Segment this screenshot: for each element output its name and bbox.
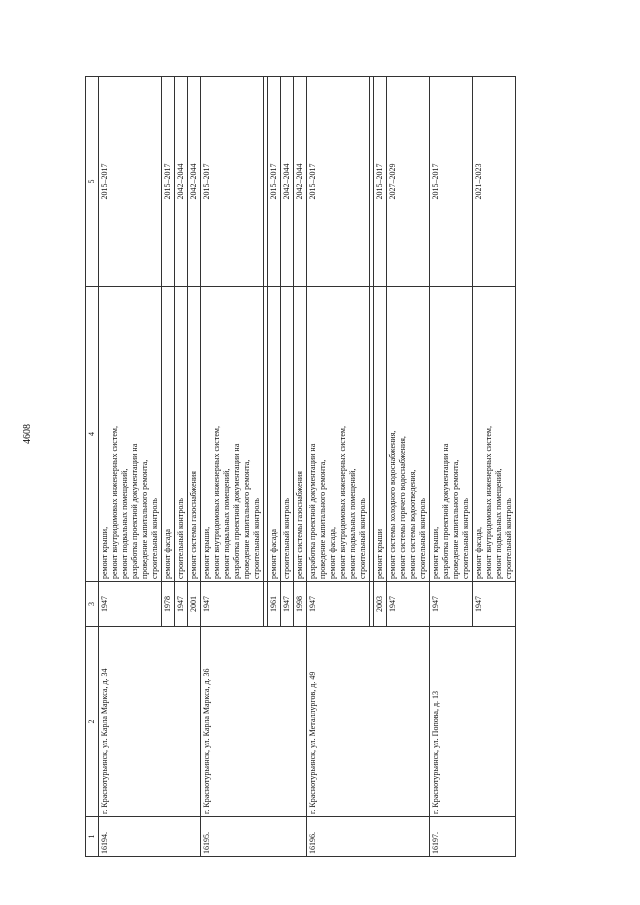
work-item: строительный контроль	[150, 498, 159, 579]
work-item: строительный контроль	[252, 498, 261, 579]
header-col-2: 2	[86, 627, 99, 817]
work-item: ремонт крыши,	[100, 526, 109, 579]
repair-period: 2042–2044	[188, 77, 201, 287]
construction-year: 1978	[162, 582, 175, 627]
repair-schedule-table	[85, 76, 516, 857]
repair-period: 2015–2017	[162, 77, 175, 287]
work-item: ремонт крыши,	[202, 526, 211, 579]
repair-period: 2042–2044	[294, 77, 307, 287]
header-col-4: 4	[86, 287, 99, 582]
work-list	[430, 287, 473, 582]
work-item: строительный контроль	[418, 498, 427, 579]
work-item: ремонт фасада	[163, 529, 172, 579]
repair-period: 2015–2017	[268, 77, 281, 287]
header-col-3: 3	[86, 582, 99, 627]
repair-period: 2042–2044	[281, 77, 294, 287]
page-number: 4608	[22, 424, 33, 444]
work-item: ремонт системы газоснабжения	[189, 471, 198, 579]
work-list	[473, 287, 516, 582]
building-address: г. Краснотурьинск, ул. Карла Маркса, д. 34	[99, 627, 201, 817]
repair-period: 2015–2017	[430, 77, 473, 287]
work-item: ремонт фасада,	[328, 527, 337, 579]
construction-year: 1947	[430, 582, 473, 627]
work-item: ремонт внутридомовых инженерных систем,	[212, 426, 221, 579]
work-list	[387, 287, 430, 582]
work-item: ремонт подвальных помещений,	[494, 468, 503, 579]
construction-year: 1998	[294, 582, 307, 627]
row-number: 16196.	[307, 817, 430, 857]
work-item: ремонт системы горячего водоснабжения,	[398, 436, 407, 579]
work-list	[201, 287, 264, 582]
construction-year: 2003	[374, 582, 387, 627]
construction-year: 1947	[201, 582, 264, 627]
work-item: проведение капитального ремонта,	[318, 459, 327, 579]
work-list	[162, 287, 175, 582]
repair-period: 2042–2044	[175, 77, 188, 287]
construction-year: 1947	[387, 582, 430, 627]
construction-year: 1947	[99, 582, 162, 627]
work-list	[294, 287, 307, 582]
work-list	[268, 287, 281, 582]
repair-period: 2015–2017	[374, 77, 387, 287]
row-number: 16195.	[201, 817, 307, 857]
rotated-table-container	[85, 77, 516, 857]
repair-period: 2015–2017	[99, 77, 162, 287]
building-address: г. Краснотурьинск, ул. Металлургов, д. 49	[307, 627, 430, 817]
work-item: строительный контроль	[358, 498, 367, 579]
work-item: строительный контроль	[504, 498, 513, 579]
work-item: разработка проектной документации на	[130, 443, 139, 579]
construction-year: 1947	[307, 582, 370, 627]
work-item: ремонт системы водоотведения,	[408, 469, 417, 579]
work-item: строительный контроль	[176, 498, 185, 579]
work-item: ремонт подвальных помещений,	[120, 468, 129, 579]
header-row	[86, 77, 99, 857]
work-item: ремонт фасада	[269, 529, 278, 579]
repair-period: 2021–2023	[473, 77, 516, 287]
repair-period: 2015–2017	[201, 77, 264, 287]
work-list	[281, 287, 294, 582]
row-number: 16194.	[99, 817, 201, 857]
table-row	[307, 77, 370, 857]
work-item: проведение капитального ремонта,	[140, 459, 149, 579]
work-item: ремонт крыши	[375, 528, 384, 579]
building-address: г. Краснотурьинск, ул. Карла Маркса, д. 36	[201, 627, 307, 817]
construction-year: 1947	[175, 582, 188, 627]
table-body	[99, 77, 516, 857]
row-number: 16197.	[430, 817, 516, 857]
work-list	[374, 287, 387, 582]
header-col-5: 5	[86, 77, 99, 287]
work-item: разработка проектной документации на	[232, 443, 241, 579]
construction-year: 1947	[281, 582, 294, 627]
work-item: ремонт системы газоснабжения	[295, 471, 304, 579]
construction-year: 1961	[268, 582, 281, 627]
work-item: разработка проектной документации на	[441, 443, 450, 579]
construction-year: 1947	[473, 582, 516, 627]
work-item: ремонт системы холодного водоснабжения,	[388, 430, 397, 579]
work-item: ремонт внутридомовых инженерных систем,	[338, 426, 347, 579]
work-list	[175, 287, 188, 582]
construction-year: 2001	[188, 582, 201, 627]
repair-period: 2015–2017	[307, 77, 370, 287]
table-row	[201, 77, 264, 857]
work-list	[99, 287, 162, 582]
work-item: ремонт фасада,	[474, 527, 483, 579]
repair-period: 2027–2029	[387, 77, 430, 287]
building-address: г. Краснотурьинск, ул. Попова, д. 13	[430, 627, 516, 817]
work-item: проведение капитального ремонта,	[451, 459, 460, 579]
work-item: строительный контроль	[282, 498, 291, 579]
work-item: строительный контроль	[461, 498, 470, 579]
table-row	[99, 77, 162, 857]
work-item: ремонт крыши,	[431, 526, 440, 579]
work-item: ремонт внутридомовых инженерных систем,	[110, 426, 119, 579]
work-list	[188, 287, 201, 582]
work-item: ремонт подвальных помещений,	[222, 468, 231, 579]
table-row	[430, 77, 473, 857]
work-item: проведение капитального ремонта,	[242, 459, 251, 579]
work-item: разработка проектной документации на	[308, 443, 317, 579]
header-col-1: 1	[86, 817, 99, 857]
work-list	[307, 287, 370, 582]
work-item: ремонт внутридомовых инженерных систем,	[484, 426, 493, 579]
work-item: ремонт подвальных помещений,	[348, 468, 357, 579]
